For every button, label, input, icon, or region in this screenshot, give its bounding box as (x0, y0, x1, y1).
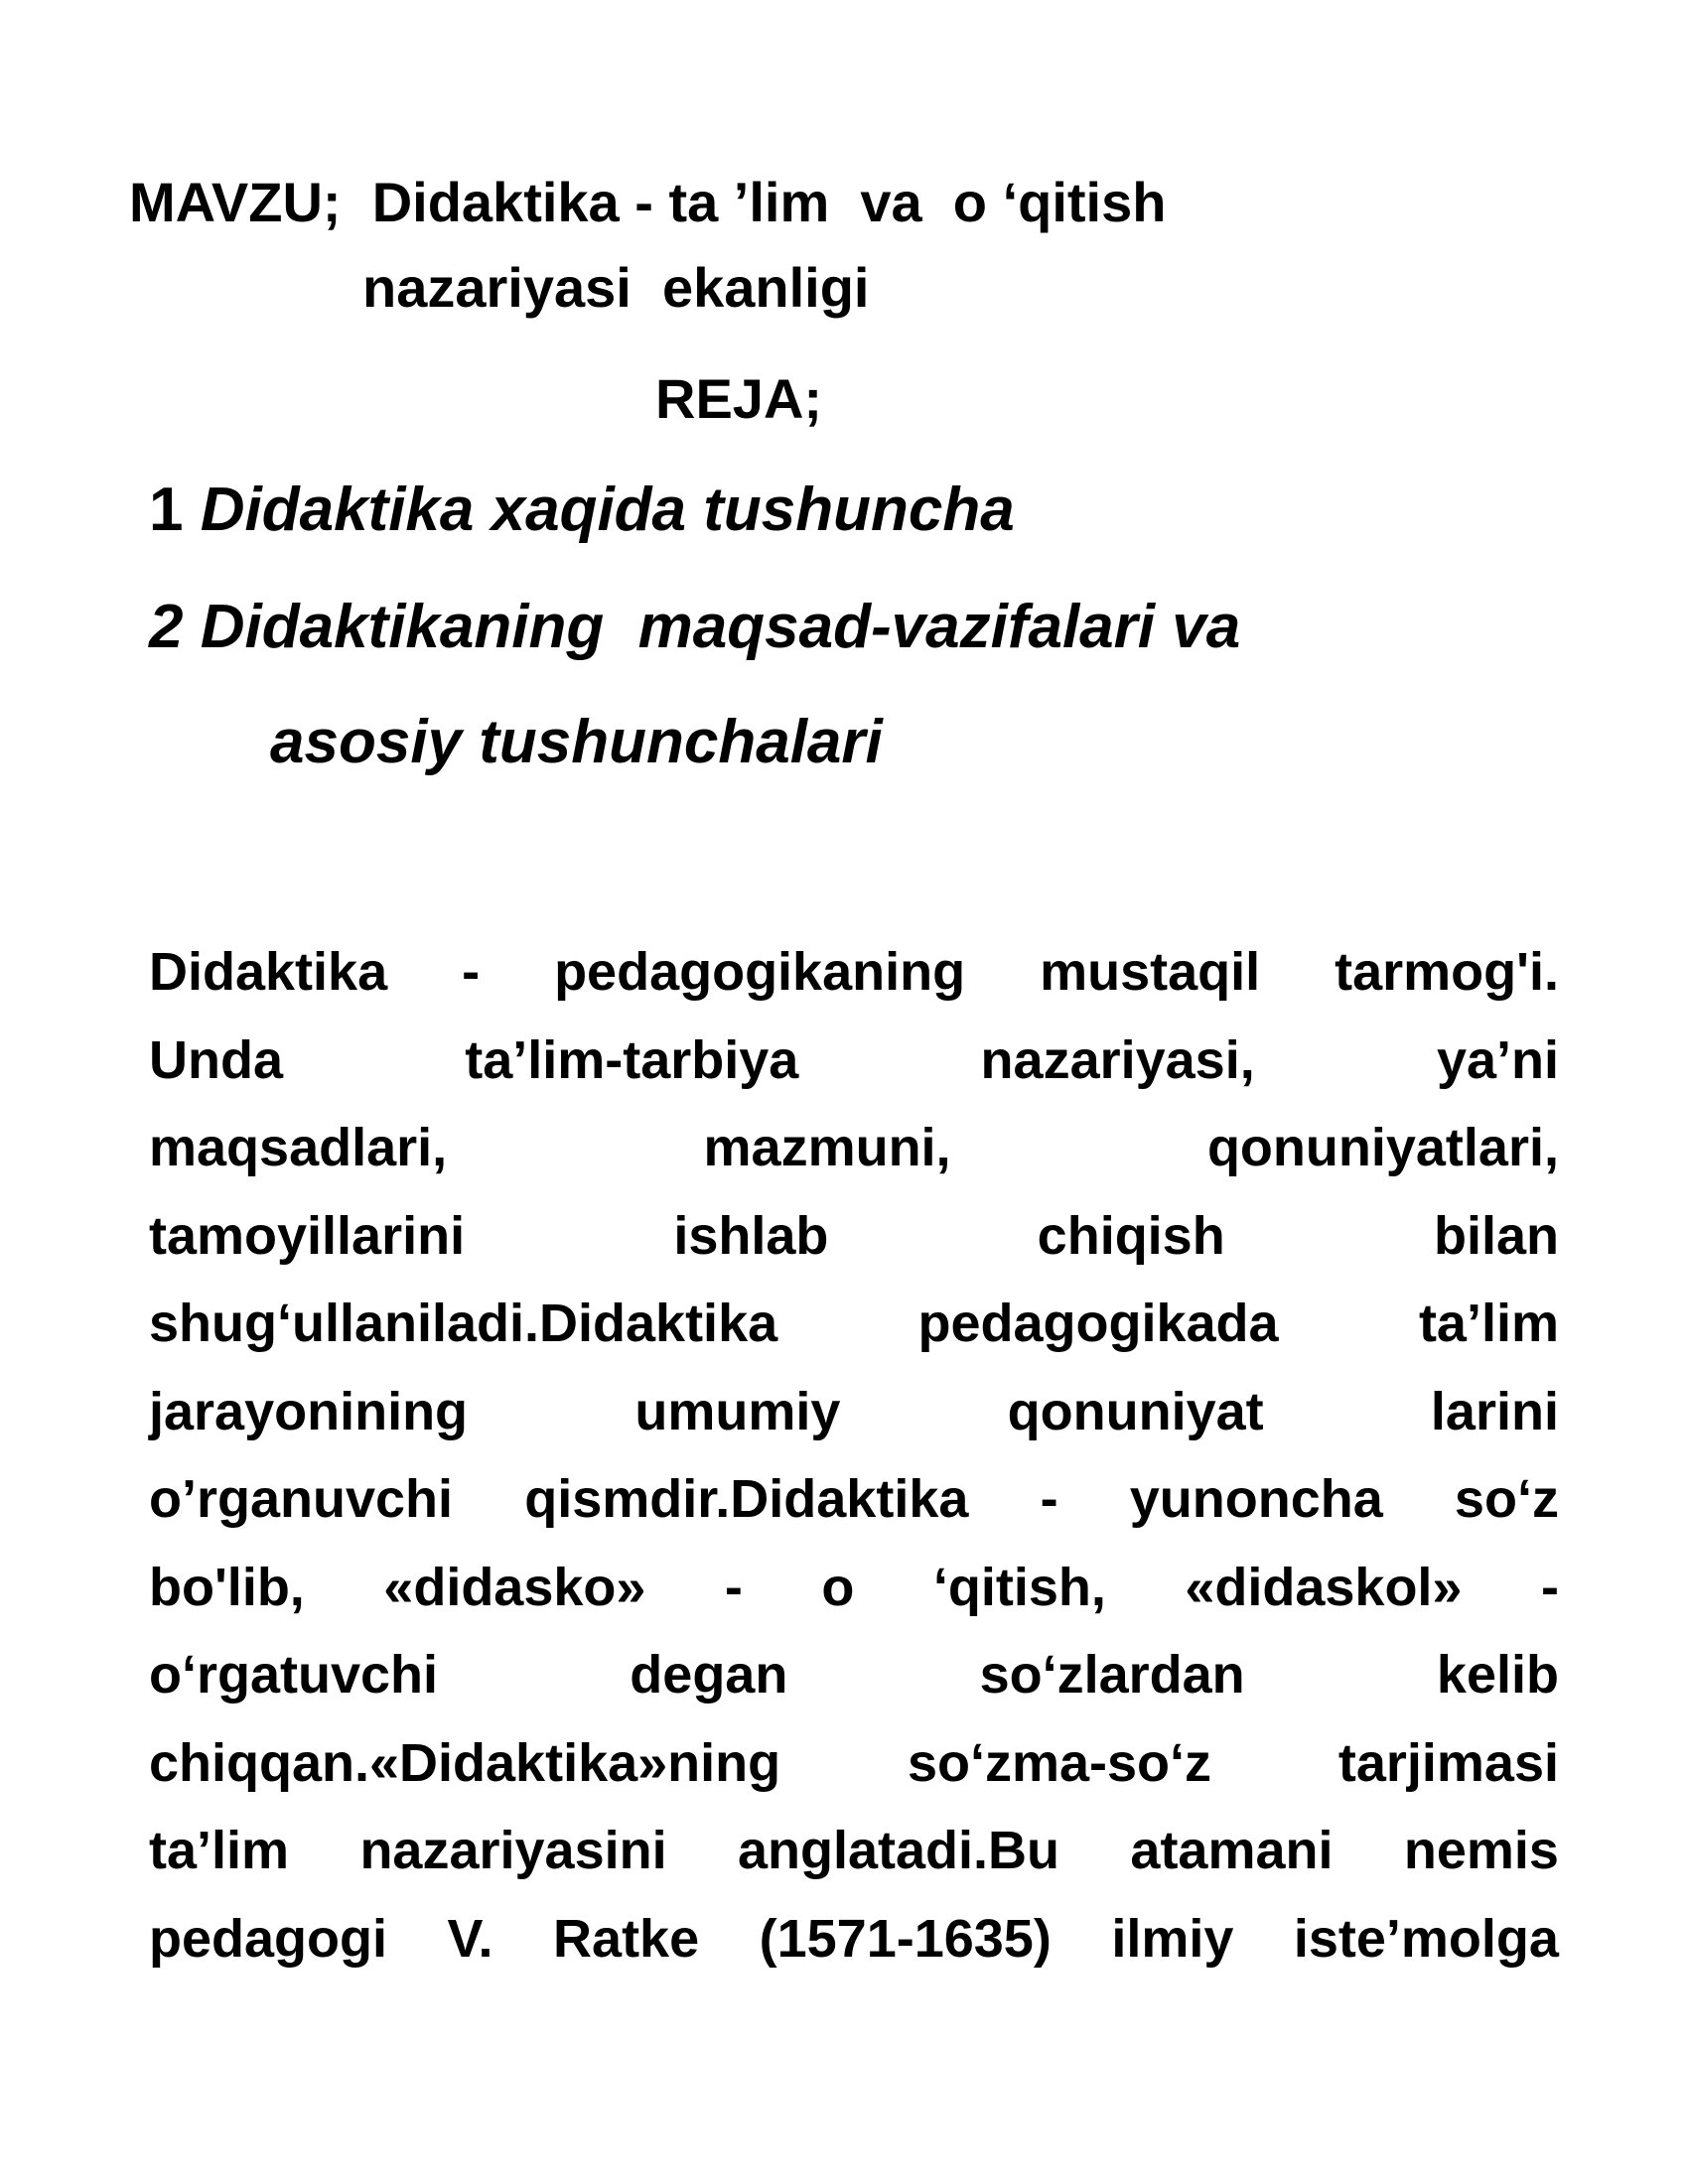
paragraph-word: - (724, 1557, 743, 1617)
paragraph-word: - (1040, 1469, 1058, 1529)
paragraph-word: shug‘ullaniladi.Didaktika (149, 1294, 778, 1353)
plan-item-2-continuation (270, 707, 883, 778)
paragraph-word: mazmuni, (703, 1118, 951, 1177)
paragraph-word: pedagogikada (917, 1294, 1279, 1353)
paragraph-word: chiqish (1037, 1205, 1225, 1266)
paragraph-line (149, 1368, 1559, 1456)
topic-title-line-1: MAVZU; Didaktika - ta ’lim va o ‘qitish (129, 171, 1167, 233)
paragraph-word: tarmog'i. (1335, 942, 1559, 1002)
plan-item-2 (149, 592, 1240, 663)
paragraph-word: so‘zma-so‘z (907, 1732, 1212, 1793)
paragraph-word: tamoyillarini (149, 1205, 466, 1266)
paragraph-word: o’rganuvchi (149, 1469, 454, 1529)
paragraph-word: ta’lim-tarbiya (465, 1029, 799, 1090)
paragraph-word: bilan (1433, 1205, 1559, 1266)
paragraph-line (149, 1719, 1559, 1808)
paragraph-word: V. (447, 1908, 493, 1969)
plan-heading: REJA; (655, 367, 823, 430)
paragraph-line (149, 1807, 1559, 1895)
paragraph-word: degan (630, 1645, 788, 1705)
plan-item-1 (149, 475, 1015, 546)
paragraph-word: Unda (149, 1029, 283, 1090)
paragraph-word: anglatadi.Bu (737, 1821, 1060, 1880)
paragraph-word: ‘qitish, (932, 1557, 1106, 1617)
paragraph-word: - (462, 942, 481, 1002)
paragraph-word: «didaskol» (1185, 1557, 1463, 1617)
paragraph-word: «didasko» (383, 1557, 646, 1617)
plan-item-2-text: Didaktikaning maqsad-vazifalari va (200, 593, 1241, 661)
paragraph-word: chiqqan.«Didaktika»ning (149, 1732, 781, 1793)
paragraph-word: ta’lim (149, 1821, 290, 1880)
paragraph-word: maqsadlari, (149, 1118, 448, 1177)
plan-item-1-number: 1 (149, 476, 184, 544)
paragraph-word: qonuniyatlari, (1206, 1118, 1559, 1177)
paragraph-word: - (1540, 1557, 1559, 1617)
plan-item-2-continuation-text: asosiy tushunchalari (270, 708, 883, 776)
paragraph-line (149, 1455, 1559, 1544)
paragraph-word: ishlab (673, 1205, 829, 1266)
paragraph-word: pedagogikaning (554, 942, 966, 1002)
paragraph-line (149, 1192, 1559, 1281)
plan-item-2-number: 2 (149, 593, 184, 661)
paragraph-word: o (821, 1557, 855, 1617)
body-paragraph (149, 928, 1559, 1982)
paragraph-word: umumiy (634, 1381, 841, 1441)
paragraph-line (149, 1895, 1559, 1983)
paragraph-word: yunoncha (1129, 1469, 1383, 1529)
paragraph-word: bo'lib, (149, 1557, 305, 1617)
paragraph-line (149, 1631, 1559, 1719)
paragraph-line (149, 1280, 1559, 1368)
paragraph-word: (1571-1635) (759, 1908, 1052, 1969)
paragraph-word: ta’lim (1418, 1294, 1559, 1353)
topic-title-line-2: nazariyasi ekanligi (362, 256, 870, 319)
paragraph-word: tarjimasi (1337, 1732, 1559, 1793)
paragraph-line (149, 1544, 1559, 1632)
paragraph-word: so‘zlardan (979, 1645, 1245, 1705)
paragraph-word: so‘z (1454, 1469, 1559, 1529)
paragraph-word: nazariyasini (359, 1821, 667, 1880)
paragraph-word: qismdir.Didaktika (524, 1469, 969, 1529)
paragraph-word: mustaqil (1040, 942, 1261, 1002)
paragraph-word: Ratke (553, 1908, 700, 1969)
paragraph-word: kelib (1436, 1645, 1559, 1705)
plan-item-1-text: Didaktika xaqida tushuncha (200, 476, 1015, 544)
paragraph-word: Didaktika (149, 942, 388, 1002)
paragraph-word: pedagogi (149, 1908, 387, 1969)
paragraph-word: ilmiy (1111, 1908, 1234, 1969)
paragraph-word: nazariyasi, (980, 1029, 1255, 1090)
paragraph-word: nemis (1403, 1821, 1559, 1880)
paragraph-line (149, 1104, 1559, 1192)
paragraph-word: o‘rgatuvchi (149, 1645, 439, 1705)
paragraph-word: larini (1430, 1381, 1559, 1441)
paragraph-word: jarayonining (149, 1381, 469, 1441)
paragraph-line (149, 928, 1559, 1017)
paragraph-word: ya’ni (1436, 1029, 1559, 1090)
paragraph-line (149, 1017, 1559, 1105)
paragraph-word: qonuniyat (1007, 1381, 1264, 1441)
paragraph-word: iste’molga (1293, 1908, 1559, 1969)
paragraph-word: atamani (1130, 1821, 1334, 1880)
